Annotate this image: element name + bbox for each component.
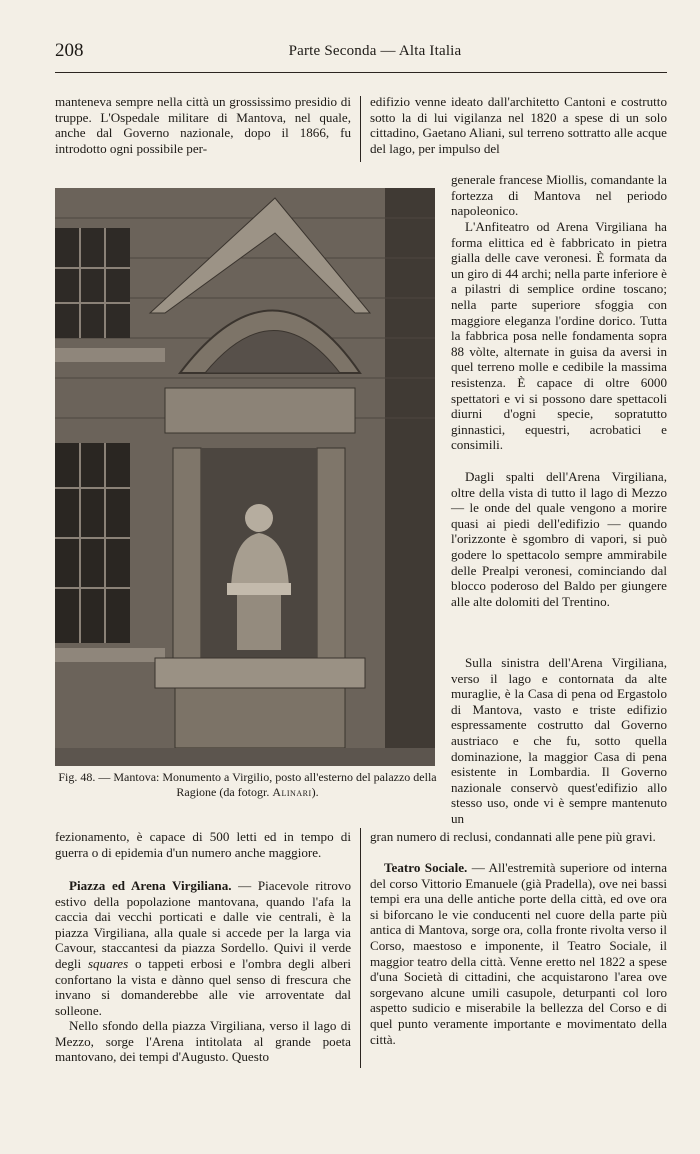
right-narrow-paragraph-2: L'Anfiteatro od Arena Virgiliana ha forma elittica ed è fabbricato in pietra gialla delle cave veronesi. È formata da un giro di 44 archi; nella parte inferiore è a pilastri di semplice ordine toscano; nella parte superiore sfoggia con maggiore eleganza l'ordine dorico. Tutta la fabbrica posa nelle fondamenta sopra 88 vòlte, alternate in guisa da aversi in quel terreno molle e cedibile la massima resistenza. È capace di oltre 6000 spettatori e vi si possono dare spettacoli diurni d'ogni specie, sopratutto ginnastici, equestri, acrobatici e consimili.	[451, 219, 667, 453]
left-top-paragraph: manteneva sempre nella città un grossissimo presidio di truppe. L'Ospedale militare di Mantova, nel quale, anche dal Governo nazionale, dopo il 1866, fu introdotto ogni possibile per-	[55, 94, 351, 156]
column-rule-top	[360, 96, 361, 162]
left-bottom-paragraph-1: fezionamento, è capace di 500 letti ed in tempo di guerra o di epidemia d'un numero anche maggiore.	[55, 829, 351, 860]
column-rule-bottom	[360, 828, 361, 1068]
right-narrow-paragraph-4: Sulla sinistra dell'Arena Virgiliana, verso il lago e contornata da alte muraglie, è la Casa di pena od Ergastolo di Mantova, vasto e triste edifizio espressamente costrutto dal Governo austriaco e che fu, sotto quella dominazione, la maggior Casa di pena esistente in Lombardia. Il Governo nazionale conservò quest'edifizio allo stesso uso, onde vi è sempre mantenuto un	[451, 655, 667, 826]
right-top-paragraph: edifizio venne ideato dall'architetto Cantoni e costrutto sotto la di lui vigilanza nel 1820 a spese di un solo cittadino, Gaetano Aliani, sul terreno sottratto alle acque del lago, per impulso del	[370, 94, 667, 156]
header-rule	[55, 72, 667, 73]
page-header	[55, 40, 665, 70]
virgil-monument-engraving	[55, 188, 435, 766]
piazza-heading: Piazza ed Arena Virgiliana.	[69, 878, 232, 893]
figure-caption: Fig. 48. — Mantova: Monumento a Virgilio, posto all'esterno del palazzo della Ragione (da fotogr. Alinari).	[58, 770, 437, 799]
piazza-paragraph: Piazza ed Arena Virgiliana. — Piacevole ritrovo estivo della popolazione mantovana, quando l'afa la caccia dai vecchi porticati e dalle vie centrali, è la piazza Virgiliana, alla quale si accede per la larga via Cavour, staccantesi da piazza Sordello. Quivi il verde degli squares o tappeti erbosi e l'ombra degli alberi confortano la vista e dànno quel senso di frescura che invano si domanderebbe alle vie arroventate dal solleone.	[55, 878, 351, 1018]
right-bottom-paragraph-1: gran numero di reclusi, condannati alle pene più gravi.	[370, 829, 656, 844]
page-number: 208	[55, 40, 84, 61]
right-narrow-paragraph-3: Dagli spalti dell'Arena Virgiliana, oltre della vista di tutto il lago di Mezzo — le onde del quale vengono a morire quasi ai piedi dell'edifizio — quando l'orizzonte è sgombro di vapori, si può godere lo spettacolo sempre ammirabile delle Prealpi veronesi, cominciando dal blocco poderoso del Baldo per giungere alle alte dolomiti del Trentino.	[451, 469, 667, 609]
teatro-paragraph: Teatro Sociale. — All'estremità superiore od interna del corso Vittorio Emanuele (già Pradella), ove nei bassi tempi era una delle antiche porte della città, ed ove ora si biforcano le vie conducenti nel cuore della parte più antica di Mantova, sorge ora, colla fronte rivolta verso il Corso, maestoso e imponente, il Teatro Sociale, il maggior teatro della città. Venne eretto nel 1822 a spese d'una Società di cittadini, che acquistarono l'area ove sorgevano alcune umili casupole, deturpanti col loro aspetto sudicio e miserabile la bellezza del Corso e di quel punto veramente importante e movimentato della città.	[370, 860, 668, 1047]
running-head: Parte Seconda — Alta Italia	[288, 43, 462, 59]
right-narrow-paragraph-1: generale francese Miollis, comandante la fortezza di Mantova nel periodo napoleonico.	[451, 172, 667, 219]
teatro-heading: Teatro Sociale.	[384, 860, 468, 875]
left-bottom-paragraph-3: Nello sfondo della piazza Virgiliana, verso il lago di Mezzo, sorge l'Arena intitolata al grande poeta mantovano, dei tempi d'Augusto. Questo	[55, 1018, 351, 1065]
